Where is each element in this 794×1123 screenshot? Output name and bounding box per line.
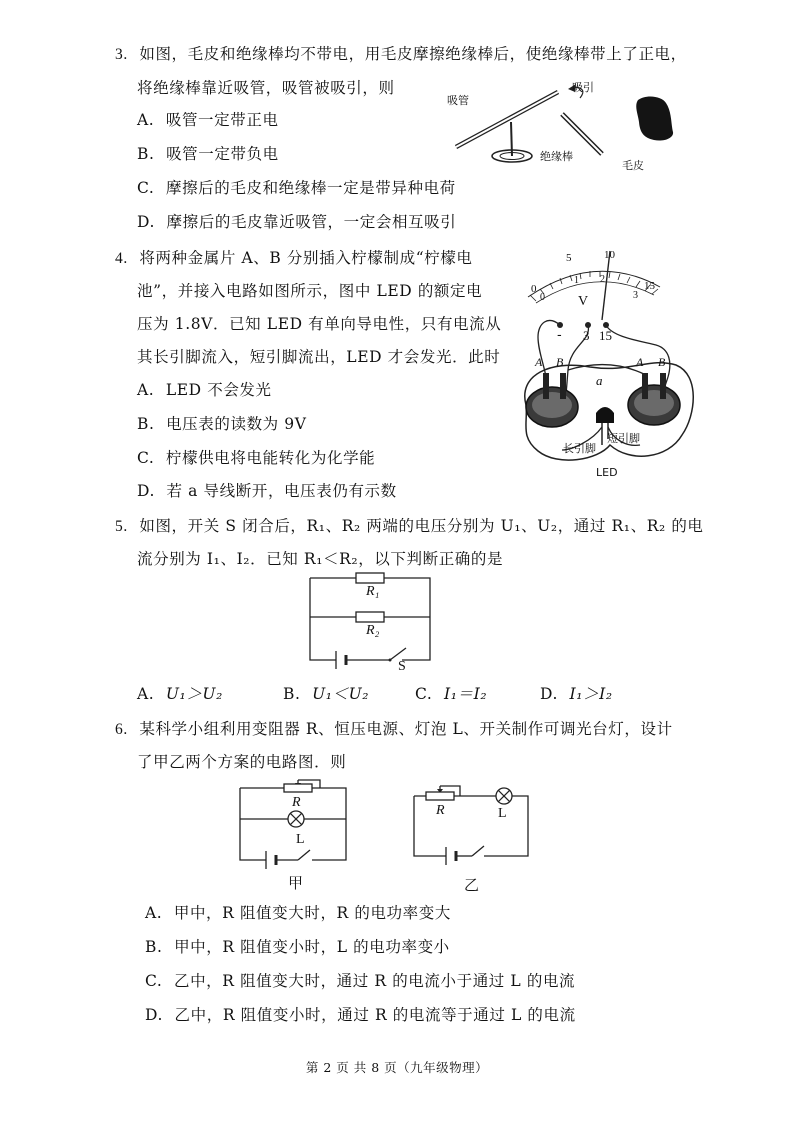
option-c[interactable]: C. 柠檬供电将电能转化为化学能: [137, 449, 376, 467]
option-a[interactable]: A. 吸管一定带正电: [137, 111, 279, 129]
long-pin-label: 长引脚: [563, 442, 596, 455]
question-text-line: 压为 1.8V．已知 LED 有单向导电性，只有电流从: [137, 315, 502, 333]
terminal-15: 15: [599, 328, 612, 343]
wire-a-label: a: [596, 373, 603, 388]
option-d[interactable]: D. I₁＞I₂: [540, 685, 613, 703]
circuit-yi: [410, 780, 536, 864]
scale-top-10: 10: [604, 249, 615, 261]
question-text-line: 如图，毛皮和绝缘棒均不带电，用毛皮摩擦绝缘棒后，使绝缘棒带上了正电，: [139, 45, 687, 63]
straw-label: 吸管: [447, 94, 469, 107]
jia-caption: 甲: [288, 874, 304, 892]
terminal-3: 3: [583, 328, 590, 343]
option-d[interactable]: D. 若 a 导线断开，电压表仍有示数: [137, 482, 397, 500]
r1-label: R₁: [366, 584, 380, 599]
option-a[interactable]: A. 甲中，R 阻值变大时，R 的电功率变大: [145, 904, 451, 922]
straw: [456, 92, 558, 147]
question-text-line: 某科学小组利用变阻器 R、恒压电源、灯泡 L、开关制作可调光台灯，设计: [139, 720, 673, 738]
resistor-r1: [356, 573, 384, 583]
option-d[interactable]: D. 摩擦后的毛皮靠近吸管，一定会相互吸引: [137, 213, 457, 231]
lamp-l: [288, 811, 304, 827]
switch-pivot: [389, 659, 392, 662]
fur-label: 毛皮: [622, 159, 644, 172]
option-c[interactable]: C. 摩擦后的毛皮和绝缘棒一定是带异种电荷: [137, 179, 456, 197]
question-text-line: 了甲乙两个方案的电路图．则: [137, 753, 347, 771]
question-text-line: 池”，并接入电路如图所示，图中 LED 的额定电: [137, 282, 483, 300]
yi-r-label: R: [436, 803, 445, 818]
jia-l-label: L: [296, 832, 305, 847]
scale-bottom-3: 3: [633, 290, 638, 301]
option-b[interactable]: B. 电压表的读数为 9V: [137, 415, 307, 433]
page-footer: 第 2 页 共 8 页（九年级物理）: [305, 1060, 489, 1075]
attract-label: 吸引: [572, 81, 594, 94]
battery: [446, 847, 456, 865]
jia-r-label: R: [292, 795, 301, 810]
question-text-line: 将绝缘棒靠近吸管，吸管被吸引，则: [137, 79, 395, 97]
r2-label: R₂: [366, 623, 380, 638]
option-a[interactable]: A. U₁＞U₂: [137, 685, 223, 703]
scale-bottom-1: 1: [574, 275, 579, 286]
voltmeter-needle: [602, 251, 610, 320]
scale-top-5: 5: [566, 252, 572, 264]
voltmeter-symbol: V: [578, 294, 589, 309]
led-label: LED: [596, 466, 618, 479]
scale-bottom-0: 0: [540, 292, 545, 303]
electrode-a-right: A: [636, 355, 644, 369]
question-number: 3.: [115, 46, 128, 63]
question-text-line: 如图，开关 S 闭合后，R₁、R₂ 两端的电压分别为 U₁、U₂，通过 R₁、R₂ 的电: [139, 517, 704, 535]
question-text-line: 将两种金属片 A、B 分别插入柠檬制成“柠檬电: [139, 249, 473, 267]
option-d[interactable]: D. 乙中，R 阻值变小时，通过 R 的电流等于通过 L 的电流: [145, 1006, 576, 1024]
option-c[interactable]: C. 乙中，R 阻值变大时，通过 R 的电流小于通过 L 的电流: [145, 972, 576, 990]
resistor-r2: [356, 612, 384, 622]
question-text-line: 流分别为 I₁、I₂．已知 R₁＜R₂，以下判断正确的是: [137, 550, 504, 568]
rod-label: 绝缘棒: [540, 150, 573, 163]
battery: [336, 651, 346, 669]
lemon-right: [628, 373, 680, 425]
question-number: 6.: [115, 721, 128, 738]
yi-l-label: L: [498, 806, 507, 821]
option-b[interactable]: B. 甲中，R 阻值变小时，L 的电功率变小: [145, 938, 450, 956]
question-number: 5.: [115, 518, 128, 535]
switch-label: S: [398, 659, 406, 674]
electrode-a-left: A: [535, 355, 543, 369]
rheostat-r: [284, 784, 312, 792]
scale-top-15: 15: [644, 280, 655, 292]
option-b[interactable]: B. 吸管一定带负电: [137, 145, 279, 163]
battery: [266, 851, 276, 869]
lamp-l: [496, 788, 512, 804]
electrode-b-left: B: [556, 355, 564, 369]
question-number: 4.: [115, 250, 128, 267]
terminal-minus: -: [557, 328, 562, 343]
lemon-left: [526, 373, 578, 427]
voltmeter-scale: [528, 271, 660, 303]
fur: [636, 96, 673, 140]
scale-top-0: 0: [531, 283, 537, 295]
straw-stand: [492, 122, 532, 162]
option-b[interactable]: B. U₁＜U₂: [283, 685, 370, 703]
option-a[interactable]: A. LED 不会发光: [137, 381, 272, 399]
question-text-line: 其长引脚流入，短引脚流出，LED 才会发光．此时: [137, 348, 501, 366]
scale-bottom-2: 2: [600, 274, 605, 285]
option-c[interactable]: C. I₁＝I₂: [415, 685, 488, 703]
short-pin-label: 短引脚: [607, 432, 640, 445]
electrode-b-right: B: [658, 355, 666, 369]
rheostat-r: [426, 792, 454, 800]
yi-caption: 乙: [464, 876, 480, 894]
circuit-jia: [236, 776, 352, 868]
